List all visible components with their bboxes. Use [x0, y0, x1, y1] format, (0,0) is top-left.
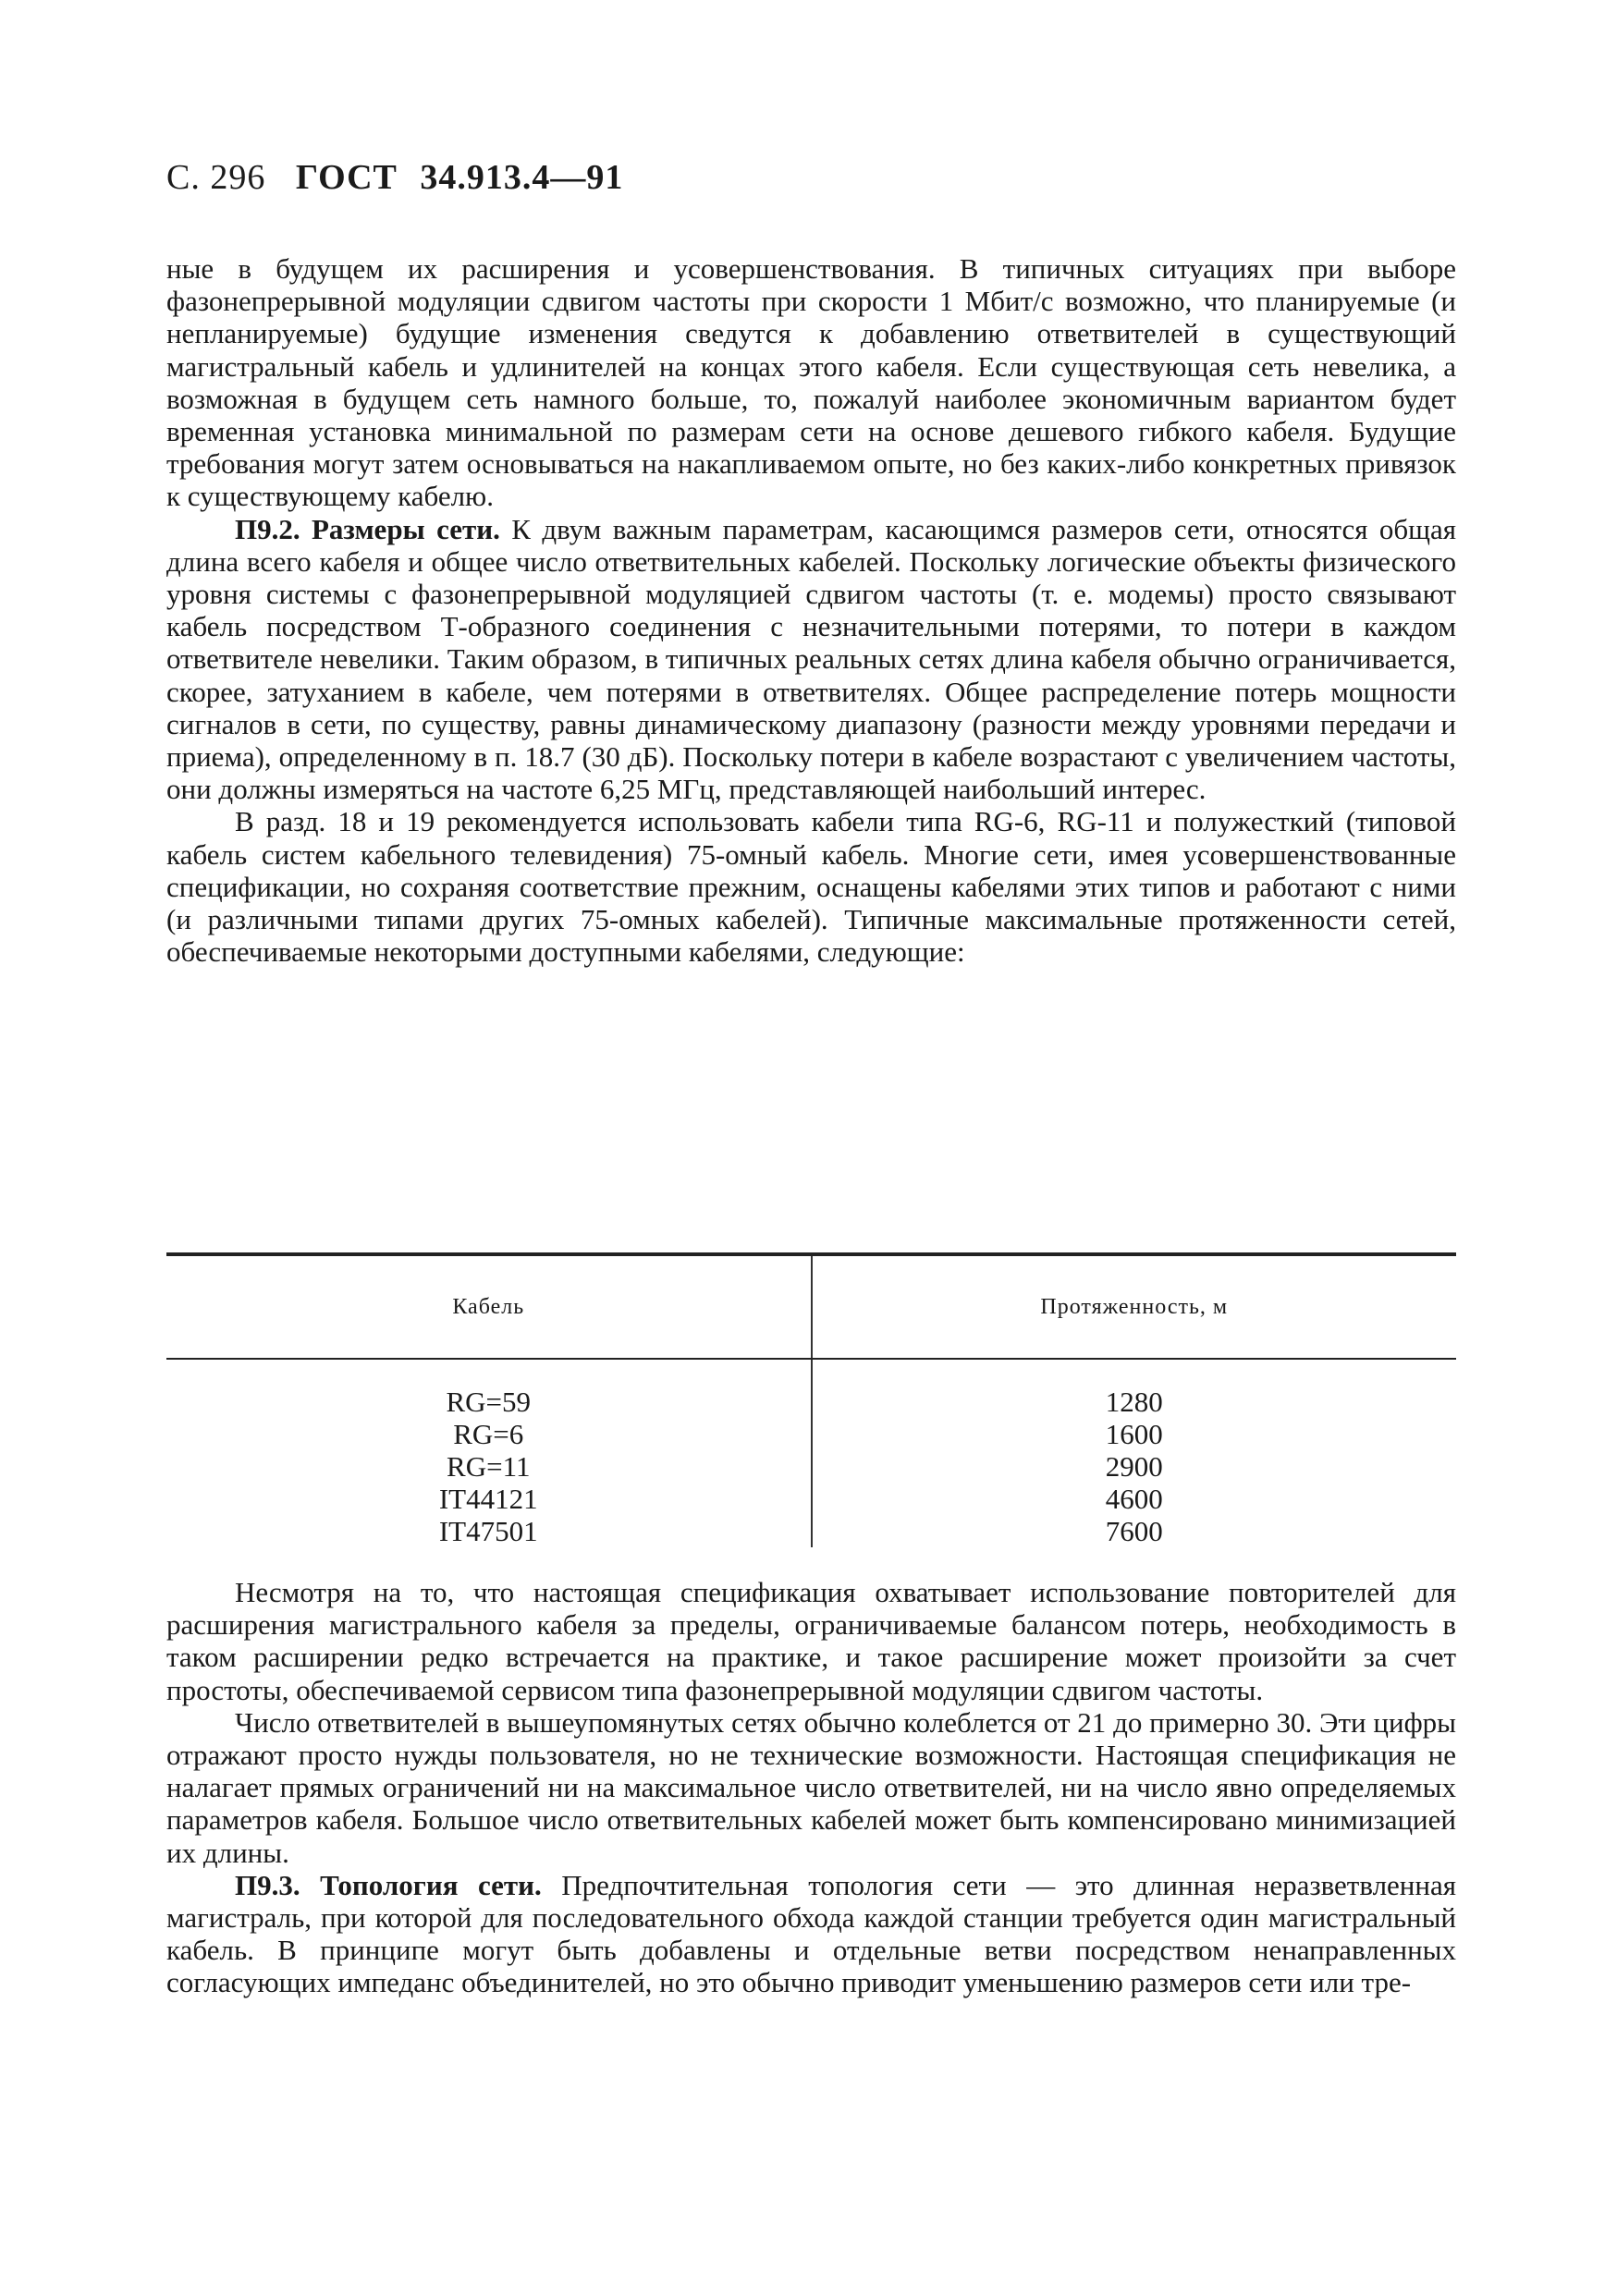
paragraph-section-p9-2: П9.2. Размеры сети. К двум важным параметрам, касающимся размеров сети, относятся общая длина всего кабеля и общее число ответвительных кабелей. Поскольку логические объекты физического уровня системы с фазонепрерывной модуляцией сдвигом частоты (т. е. модемы) просто связывают кабель посредством Т-образного соединения с незначительными потерями, то потери в каждом ответвителе невелики. Таким образом, в типичных реальных сетях длина кабеля обычно ограничивается, скорее, затуханием в кабеле, чем потерями в ответвителях. Общее распределение потерь мощности сигналов в сети, по существу, равны динамическому диапазону (разности между уровнями передачи и приема), определенному в п. 18.7 (30 дБ). Поскольку потери в кабеле возрастают с увеличением частоты, они должны измеряться на частоте 6,25 МГц, представляющей наибольший интерес.: [166, 512, 1457, 806]
table-row: [166, 1450, 1456, 1483]
page-header: [166, 157, 814, 198]
table-row: [166, 1418, 1456, 1450]
cable-length-table: [166, 1252, 1456, 1547]
body-text-top: [166, 252, 1456, 968]
cable-type: RG=6: [166, 1418, 812, 1450]
cable-type: IT47501: [166, 1515, 812, 1547]
cable-length: 1280: [1105, 1386, 1163, 1418]
cable-length: 4600: [1105, 1483, 1163, 1515]
cable-length: 7600: [1105, 1515, 1163, 1547]
cable-type: RG=59: [166, 1359, 812, 1418]
paragraph: Несмотря на то, что настоящая спецификация охватывает использование повторителей для расширения магистрального кабеля за пределы, ограничиваемые балансом потерь, необходимость в таком расширении редко встречается на практике, и такое расширение может произойти за счет простоты, обеспечиваемой сервисом типа фазонепрерывной модуляции сдвигом частоты.: [166, 1576, 1456, 1706]
table-row: [166, 1359, 1456, 1418]
cable-type: RG=11: [166, 1450, 812, 1483]
standard-number: 34.913.4—91: [420, 158, 624, 197]
section-label: П9.3. Топология сети.: [235, 1868, 542, 1901]
column-header-cable: Кабель: [166, 1254, 812, 1359]
table-header-row: [166, 1254, 1456, 1359]
body-text-bottom: [166, 1576, 1456, 1999]
table-row: [166, 1483, 1456, 1515]
paragraph-section-p9-3: П9.3. Топология сети. Предпочтительная топология сети — это длинная неразветвленная магистраль, при которой для последовательного обхода каждой станции требуется один магистральный кабель. В принципе могут быть добавлены и отдельные ветви посредством ненаправленных согласующих импеданс объединителей, но это обычно приводит уменьшению размеров сети или тре-: [166, 1868, 1456, 1999]
standard-name: ГОСТ: [295, 158, 398, 197]
section-label: П9.2. Размеры сети.: [235, 512, 500, 545]
cable-length: 1600: [1105, 1418, 1163, 1450]
cable-length: 2900: [1105, 1450, 1163, 1483]
column-header-length: Протяженность, м: [812, 1254, 1457, 1359]
paragraph: ные в будущем их расширения и усовершенствования. В типичных ситуациях при выборе фазонепрерывной модуляции сдвигом частоты при скорости 1 Мбит/с возможно, что планируемые (и непланируемые) будущие изменения сведутся к добавлению ответвителей в существующий магистральный кабель и удлинителей на концах этого кабеля. Если существующая сеть невелика, а возможная в будущем сеть намного больше, то, пожалуй наиболее экономичным вариантом будет временная установка минимальной по размерам сети на основе дешевого гибкого кабеля. Будущие требования могут затем основываться на накапливаемом опыте, но без каких-либо конкретных привязок к существующему кабелю.: [166, 252, 1456, 513]
cable-type: IT44121: [166, 1483, 812, 1515]
page-number: С. 296: [166, 158, 266, 197]
table-row: [166, 1515, 1456, 1547]
paragraph: В разд. 18 и 19 рекомендуется использовать кабели типа RG-6, RG-11 и полужесткий (типовой кабель систем кабельного телевидения) 75-омный кабель. Многие сети, имея усовершенствованные спецификации, но сохраняя соответствие прежним, оснащены кабелями этих типов и работают с ними (и различными типами других 75-омных кабелей). Типичные максимальные протяженности сетей, обеспечиваемые некоторыми доступными кабелями, следующие:: [166, 805, 1456, 969]
paragraph: Число ответвителей в вышеупомянутых сетях обычно колеблется от 21 до примерно 30. Эти цифры отражают просто нужды пользователя, но не технические возможности. Настоящая спецификация не налагает прямых ограничений ни на максимальное число ответвителей, ни на число явно определяемых параметров кабеля. Большое число ответвительных кабелей может быть компенсировано минимизацией их длины.: [166, 1705, 1456, 1869]
